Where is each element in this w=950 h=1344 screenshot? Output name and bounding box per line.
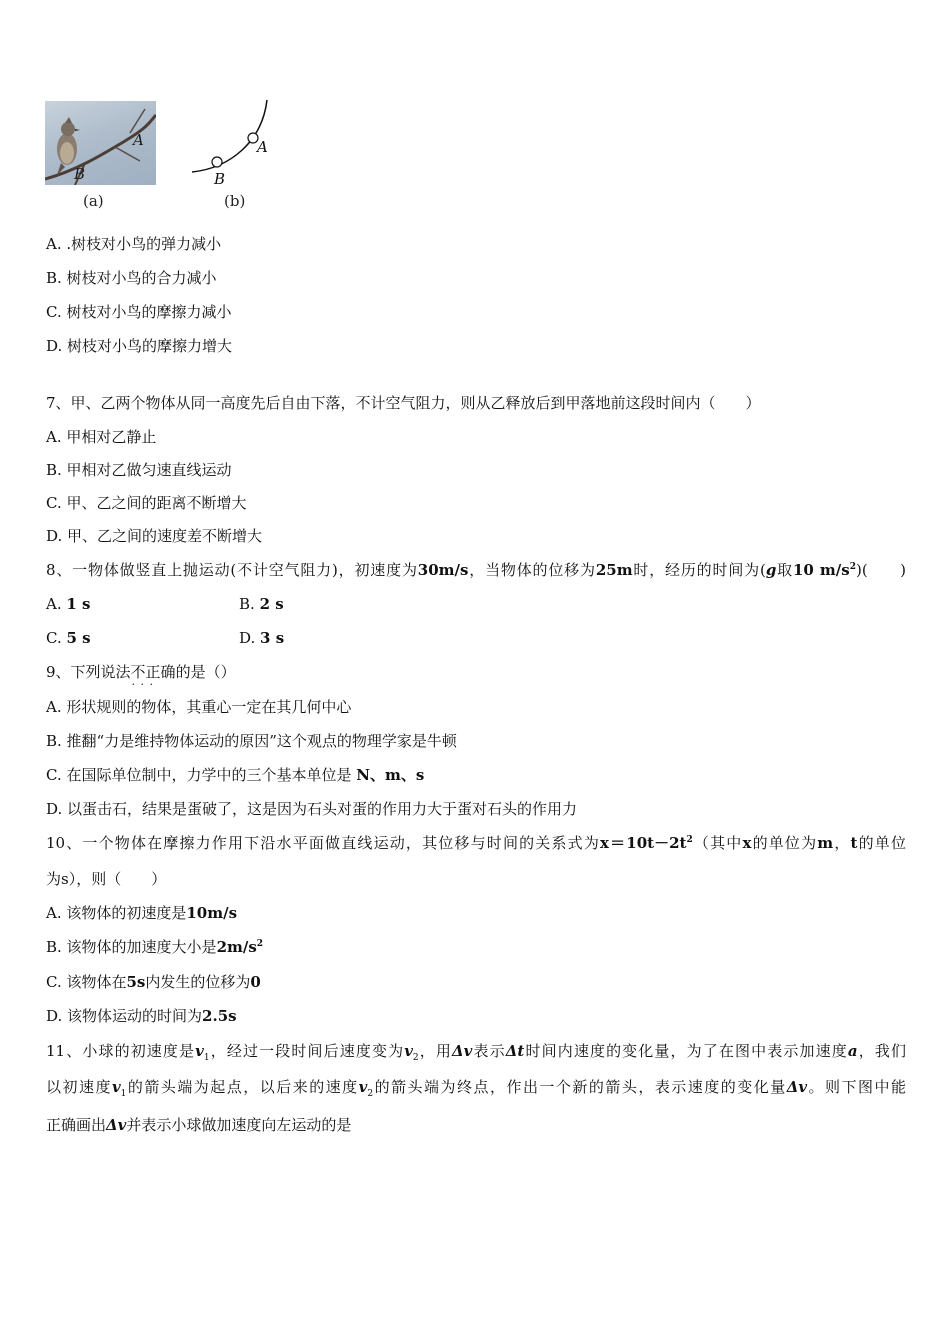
q8-option-b	[239, 594, 284, 614]
q9-option-a: A. 形状规则的物体，其重心一定在其几何中心	[46, 698, 352, 716]
photo-label-a: A	[133, 131, 144, 149]
q11-stem-line-1	[46, 1041, 906, 1061]
bird-on-branch-photo	[45, 101, 156, 185]
q8-g-symbol: g	[765, 561, 777, 579]
q10-stem-line-2: 为s），则（ ）	[46, 870, 167, 888]
q10-stem-text-4: ，	[833, 834, 851, 852]
q11-stem-line-3	[46, 1115, 351, 1135]
q8-stem-text-5: )( )	[855, 561, 906, 579]
photo-label-b: B	[74, 165, 86, 183]
q10-option-a-text: A. 该物体的初速度是	[46, 904, 187, 922]
q10-stem-text-5: 的单位	[857, 834, 906, 852]
q11-line2-v1-sub: 1	[120, 1089, 127, 1099]
q10-option-b-value: 2m/s	[216, 938, 257, 956]
q10-stem-text-2: （其中	[692, 834, 743, 852]
q11-v1: v	[195, 1042, 204, 1060]
q11-a-variable: a	[847, 1042, 858, 1060]
q10-option-c-text: C. 该物体在	[46, 973, 127, 991]
q11-delta-v: Δv	[452, 1042, 473, 1060]
q6-option-a: A. .树枝对小鸟的弹力减小	[46, 235, 222, 253]
q10-formula-exponent: 2	[686, 835, 693, 845]
q11-text-3: ，用	[418, 1042, 453, 1060]
q10-x-variable: x	[742, 834, 752, 852]
q10-option-a-value: 10m/s	[186, 904, 238, 922]
q8-option-a	[46, 594, 91, 614]
q11-delta-t: Δt	[505, 1042, 525, 1060]
q8-option-c-value: 5 s	[66, 629, 91, 647]
q11-stem-line-2	[46, 1077, 906, 1097]
q10-m-unit: m	[817, 834, 834, 852]
q7-stem: 7、甲、乙两个物体从同一高度先后自由下落，不计空气阻力，则从乙释放后到甲落地前这段时间内（ ）	[46, 394, 761, 412]
q10-option-d-text: D. 该物体运动的时间为	[46, 1007, 203, 1025]
q11-v1-sub: 1	[203, 1053, 210, 1063]
q8-option-d-prefix: D.	[239, 629, 256, 647]
arc-diagram	[190, 98, 280, 190]
q8-option-d	[239, 628, 284, 648]
q11-line2-v2-sub: 2	[367, 1089, 374, 1099]
q10-option-b-exponent: 2	[256, 939, 264, 949]
q8-initial-velocity: 30m/s	[417, 561, 469, 579]
q8-stem	[46, 560, 906, 580]
q7-option-a: A. 甲相对乙静止	[46, 428, 157, 446]
q10-option-b-text: B. 该物体的加速度大小是	[46, 938, 217, 956]
q9-stem-text-2: 的是（）	[175, 663, 236, 681]
q10-stem-text: 10、一个物体在摩擦力作用下沿水平面做直线运动，其位移与时间的关系式为	[46, 834, 600, 852]
q9-option-c-text: C. 在国际单位制中，力学中的三个基本单位是	[46, 766, 352, 784]
q11-text-7: 以初速度	[46, 1078, 112, 1096]
q8-option-b-value: 2 s	[259, 595, 284, 613]
q8-displacement: 25m	[595, 561, 633, 579]
q9-stem-text: 9、下列说法	[46, 663, 131, 681]
q7-option-d: D. 甲、乙之间的速度差不断增大	[46, 527, 263, 545]
q10-option-c-value: 0	[250, 973, 261, 991]
q10-formula: x＝10t－2t	[600, 834, 687, 852]
q11-text-8: 的箭头端为起点，以后来的速度	[126, 1078, 359, 1096]
q10-option-d	[46, 1006, 237, 1026]
q8-stem-text-2: ，当物体的位移为	[468, 561, 596, 579]
q9-option-d: D. 以蛋击石，结果是蛋破了，这是因为石头对蛋的作用力大于蛋对石头的作用力	[46, 800, 578, 818]
q10-option-a	[46, 903, 237, 923]
q11-text-4: 表示	[472, 1042, 506, 1060]
q10-t-variable: t	[850, 834, 858, 852]
q10-stem-text-3: 的单位为	[751, 834, 818, 852]
q6-option-c: C. 树枝对小鸟的摩擦力减小	[46, 303, 232, 321]
q11-text: 11、小球的初速度是	[46, 1042, 196, 1060]
q8-stem-text-3: 时，经历的时间为(	[632, 561, 766, 579]
q9-option-b: B. 推翻“力是维持物体运动的原因”这个观点的物理学家是牛顿	[46, 732, 457, 750]
q11-v2: v	[404, 1042, 413, 1060]
q11-text-6: ，我们	[857, 1042, 906, 1060]
q6-option-b: B. 树枝对小鸟的合力减小	[46, 269, 217, 287]
q11-line3-delta-v: Δv	[106, 1116, 127, 1134]
caption-a: (a)	[83, 192, 104, 210]
q11-v2-sub: 2	[412, 1053, 419, 1063]
q8-option-a-prefix: A.	[46, 595, 62, 613]
q8-stem-text: 8、一物体做竖直上抛运动(不计空气阻力)，初速度为	[46, 561, 418, 579]
q11-line2-v1: v	[111, 1078, 121, 1096]
q9-option-c	[46, 765, 424, 785]
q8-g-exponent: 2	[849, 562, 856, 572]
q11-text-12: 并表示小球做加速度向左运动的是	[126, 1116, 352, 1134]
q11-text-5: 时间内速度的变化量，为了在图中表示加速度	[524, 1042, 848, 1060]
q8-option-d-value: 3 s	[260, 629, 285, 647]
q11-text-2: ，经过一段时间后速度变为	[209, 1042, 405, 1060]
q9-option-c-units: N、m、s	[356, 766, 425, 784]
q8-option-c-prefix: C.	[46, 629, 62, 647]
caption-b: (b)	[224, 192, 246, 210]
q11-line2-delta-v: Δv	[786, 1078, 808, 1096]
q10-option-c	[46, 972, 261, 992]
q9-emphasis: 不正确 · · ·	[131, 662, 176, 682]
q7-option-b: B. 甲相对乙做匀速直线运动	[46, 461, 232, 479]
q11-text-9: 的箭头端为终点，作出一个新的箭头，表示速度的变化量	[373, 1078, 787, 1096]
q10-option-c-time: 5s	[126, 973, 146, 991]
q8-option-c	[46, 628, 91, 648]
q10-option-b	[46, 937, 263, 957]
q10-stem	[46, 833, 906, 853]
q8-stem-text-4: 取	[776, 561, 793, 579]
q6-option-d: D. 树枝对小鸟的摩擦力增大	[46, 337, 233, 355]
q10-option-d-value: 2.5s	[202, 1007, 237, 1025]
q10-option-c-text-2: 内发生的位移为	[145, 973, 251, 991]
q8-g-value: 10 m/s	[792, 561, 850, 579]
q11-line2-v2: v	[358, 1078, 368, 1096]
diagram-label-a: A	[257, 138, 268, 156]
diagram-label-b: B	[214, 170, 226, 188]
arc-diagram-drawing	[190, 98, 280, 190]
q11-text-10: 。则下图中能	[807, 1078, 906, 1096]
q9-stem	[46, 662, 236, 682]
q8-option-b-prefix: B.	[239, 595, 255, 613]
q11-text-11: 正确画出	[46, 1116, 107, 1134]
figure-group	[44, 98, 304, 218]
q8-option-a-value: 1 s	[66, 595, 91, 613]
q7-option-c: C. 甲、乙之间的距离不断增大	[46, 494, 247, 512]
